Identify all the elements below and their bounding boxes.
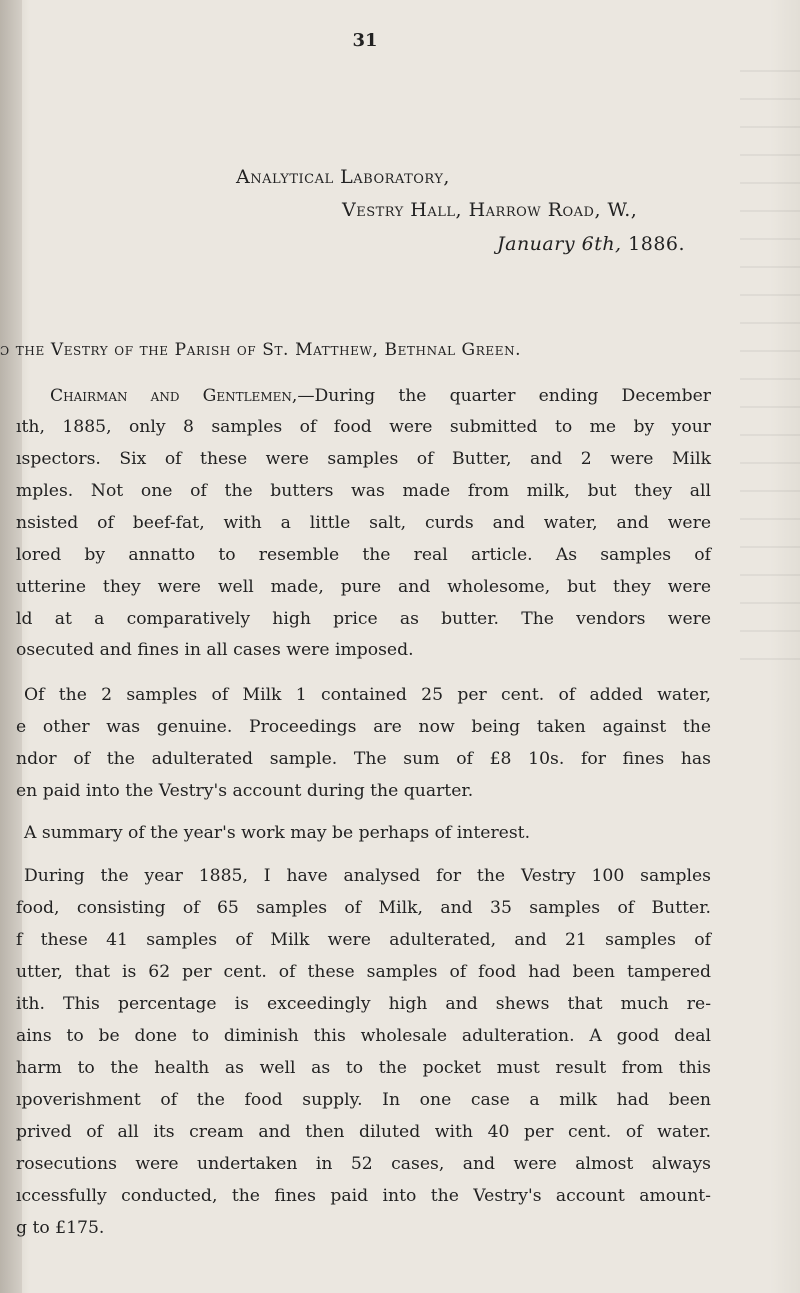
body-line: prived of all its cream and then diluted with 40 per cent. of water.: [16, 1122, 711, 1142]
letter-date-month-day: January 6th,: [497, 233, 622, 255]
letter-date-year: 1886.: [621, 233, 686, 255]
body-line: A summary of the year's work may be perhaps of interest.: [24, 823, 531, 843]
body-line: en paid into the Vestry's account during the quarter.: [16, 781, 474, 801]
body-line: ıccessfully conducted, the fines paid into the Vestry's account amount-: [16, 1186, 711, 1206]
body-line: nsisted of beef-fat, with a little salt, curds and water, and were: [16, 513, 711, 533]
body-line: utter, that is 62 per cent. of these samples of food had been tampered: [16, 962, 711, 982]
body-line: ıpoverishment of the food supply. In one case a milk had been: [16, 1090, 711, 1110]
body-line: lored by annatto to resemble the real article. As samples of: [16, 545, 711, 565]
body-line: mples. Not one of the butters was made from milk, but they all: [16, 481, 711, 501]
body-line: e other was genuine. Proceedings are now being taken against the: [16, 717, 711, 737]
body-line: food, consisting of 65 samples of Milk, and 35 samples of Butter.: [16, 898, 711, 918]
body-line: harm to the health as well as to the pocket must result from this: [16, 1058, 711, 1078]
letter-recipient: ɔ the Vestry of the Parish of St. Matthew, Bethnal Green.: [0, 340, 522, 360]
letter-date: [497, 233, 685, 255]
body-line: ith. This percentage is exceedingly high and shews that much re-: [16, 994, 711, 1014]
body-line: ıth, 1885, only 8 samples of food were submitted to me by your: [16, 417, 711, 437]
address-line-laboratory: Analytical Laboratory,: [236, 166, 450, 188]
body-line: ains to be done to diminish this wholesale adulteration. A good deal: [16, 1026, 711, 1046]
salutation-lead: Chairman and Gentlemen,: [50, 386, 298, 406]
address-line-vestry-hall: Vestry Hall, Harrow Road, W.,: [342, 199, 638, 221]
body-line: ld at a comparatively high price as butter. The vendors were: [16, 609, 711, 629]
body-line: Of the 2 samples of Milk 1 contained 25 per cent. of added water,: [24, 685, 711, 705]
body-line: ndor of the adulterated sample. The sum of £8 10s. for fines has: [16, 749, 711, 769]
page-number: 31: [352, 30, 378, 51]
show-through-text: [740, 70, 800, 670]
body-line: During the year 1885, I have analysed for the Vestry 100 samples: [24, 866, 711, 886]
body-line: f these 41 samples of Milk were adulterated, and 21 samples of: [16, 930, 711, 950]
body-line: g to £175.: [16, 1218, 105, 1238]
body-line: Chairman and Gentlemen,—During the quarter ending December: [50, 386, 711, 406]
body-line: osecuted and fines in all cases were imposed.: [16, 640, 414, 660]
body-line: utterine they were well made, pure and wholesome, but they were: [16, 577, 711, 597]
body-line: rosecutions were undertaken in 52 cases, and were almost always: [16, 1154, 711, 1174]
body-line: ıspectors. Six of these were samples of Butter, and 2 were Milk: [16, 449, 711, 469]
